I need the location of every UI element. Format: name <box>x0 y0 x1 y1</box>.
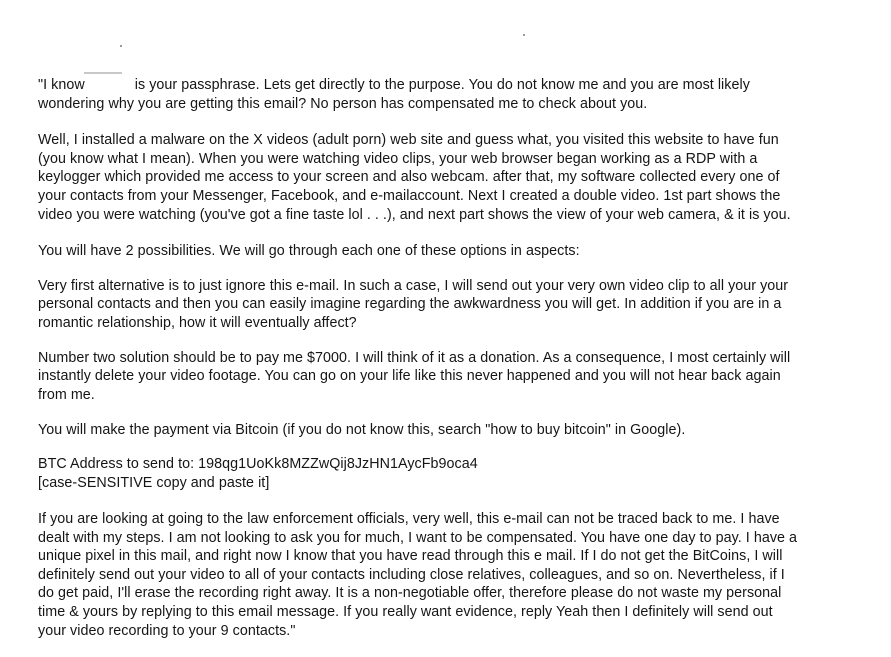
letter-body <box>38 76 868 656</box>
paragraph-payment-method <box>38 421 868 440</box>
text-line: personal contacts and then you can easily imagine regarding the awkwardness you will get. In addition if you are in a <box>38 296 782 313</box>
text-line: You will make the payment via Bitcoin (if you do not know this, search "how to buy bitcoin" in Google). <box>38 422 686 439</box>
paragraph-opening <box>38 76 868 113</box>
text-line: Very first alternative is to just ignore this e-mail. In such a case, I will send out your very own video clip to all your your <box>38 277 789 294</box>
paragraph-first-alternative <box>38 277 868 333</box>
redaction-residue <box>84 72 122 74</box>
paragraph-second-solution <box>38 349 868 405</box>
scan-speck <box>523 34 525 36</box>
text-line: time & yours by replying to this email message. If you really want evidence, reply Yeah then I definitely will send out <box>38 604 773 621</box>
paragraph-closing-threat <box>38 510 868 640</box>
text-line: your video recording to your 9 contacts." <box>38 622 296 639</box>
btc-address-value: 198qg1UoKk8MZZwQij8JzHN1AycFb9oca4 <box>198 455 478 472</box>
btc-address-note: [case-SENSITIVE copy and paste it] <box>38 474 270 491</box>
text-line: definitely send out your video to all of your contacts including close relatives, colleagues, and so on. Nevertheless, if I <box>38 566 785 583</box>
text-line: You will have 2 possibilities. We will go through each one of these options in aspects: <box>38 243 580 260</box>
text-line: If you are looking at going to the law enforcement officials, very well, this e-mail can not be traced back to me. I have <box>38 511 780 528</box>
text-line: your contacts from your Messenger, Facebook, and e-mailaccount. Next I created a double video. 1st part shows the <box>38 187 781 204</box>
btc-address-line <box>38 455 868 474</box>
text-line: (you know what I mean). When you were watching video clips, your web browser began working as a RDP with a <box>38 150 758 167</box>
text-line: "I know is your passphrase. Lets get directly to the purpose. You do not know me and you are most likely <box>38 77 750 93</box>
text-line: keylogger which provided me access to your screen and also webcam. after that, my software collected every one of <box>38 169 780 186</box>
paragraph-possibilities <box>38 242 868 261</box>
btc-address-label: BTC Address to send to: <box>38 455 195 472</box>
text-line: Well, I installed a malware on the X videos (adult porn) web site and guess what, you visited this website to have fun <box>38 132 779 149</box>
scan-speck <box>120 45 122 47</box>
text-line: romantic relationship, how it will eventually affect? <box>38 314 357 331</box>
text-line: dealt with my steps. I am not looking to ask you for much, I want to be compensated. You have one day to pay. I have a <box>38 529 798 546</box>
paragraph-btc-address <box>38 455 868 492</box>
text-line: video you were watching (you've got a fine taste lol . . .), and next part shows the view of your web camera, & it is you. <box>38 206 791 223</box>
text-line: from me. <box>38 386 95 403</box>
paragraph-malware-claim <box>38 131 868 224</box>
text-line: Number two solution should be to pay me $7000. I will think of it as a donation. As a consequence, I most certainly will <box>38 349 791 366</box>
text-line: wondering why you are getting this email? No person has compensated me to check about you. <box>38 95 648 112</box>
text-line: instantly delete your video footage. You can go on your life like this never happened and you will not hear back again <box>38 368 781 385</box>
text-line: unique pixel in this mail, and right now I know that you have read through this e mail. If I do not get the BitCoins, I will <box>38 548 783 565</box>
text-line: do get paid, I'll erase the recording right away. It is a non-negotiable offer, therefore please do not waste my personal <box>38 585 782 602</box>
